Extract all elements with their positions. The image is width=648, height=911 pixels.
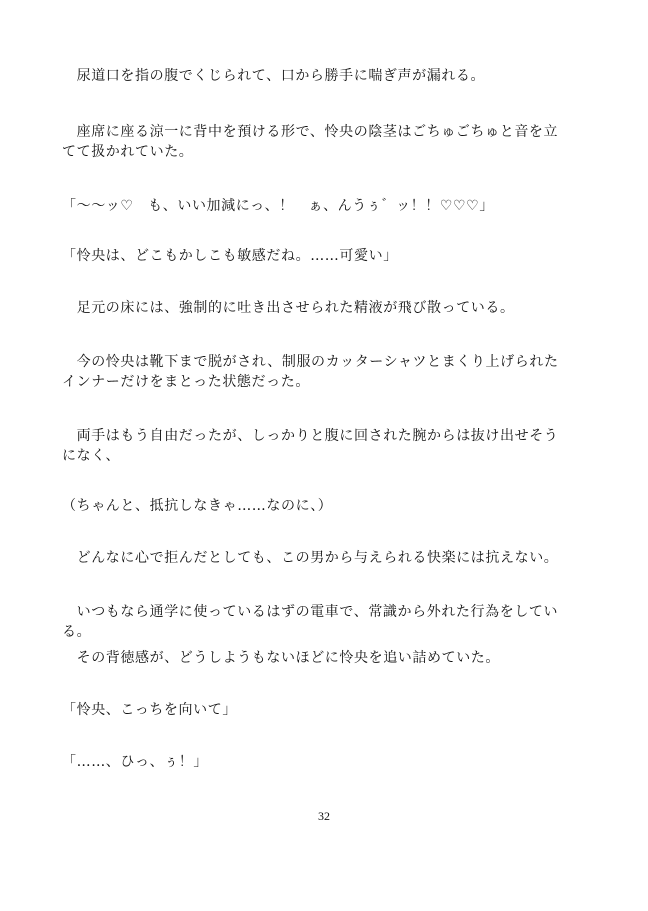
text-line: 「……、ひっ、ぅ！」 xyxy=(62,754,208,770)
text-line: 「怜央は、どこもかしこも敏感だね。……可愛い」 xyxy=(62,248,398,264)
text-line: 「怜央、こっちを向いて」 xyxy=(62,702,237,718)
text-line: 座席に座る涼一に背中を預ける形で、怜央の陰茎はごちゅごちゅと音を立 xyxy=(62,124,559,140)
text-line: どんなに心で拒んだとしても、この男から与えられる快楽には抗えない。 xyxy=(62,550,559,566)
text-line: てて扱かれていた。 xyxy=(62,144,194,160)
text-line: 両手はもう自由だったが、しっかりと腹に回された腕からは抜け出せそう xyxy=(62,428,559,444)
text-line: その背徳感が、どうしようもないほどに怜央を追い詰めていた。 xyxy=(62,650,500,666)
text-line: いつもなら通学に使っているはずの電車で、常識から外れた行為をしてい xyxy=(62,604,559,620)
text-line: る。 xyxy=(62,624,92,640)
page-number: 32 xyxy=(318,809,330,823)
text-line: （ちゃんと、抵抗しなきゃ……なのに、） xyxy=(62,498,333,514)
text-line: になく、 xyxy=(62,448,121,464)
text-line: インナーだけをまとった状態だった。 xyxy=(62,374,310,390)
text-line: 尿道口を指の腹でくじられて、口から勝手に喘ぎ声が漏れる。 xyxy=(62,68,486,84)
text-line: 今の怜央は靴下まで脱がされ、制服のカッターシャツとまくり上げられた xyxy=(62,354,559,370)
text-line: 「〜〜ッ♡ も、いい加減にっ、！ ぁ、んうぅ゛ッ！！♡♡♡」 xyxy=(62,198,494,214)
text-line: 足元の床には、強制的に吐き出させられた精液が飛び散っている。 xyxy=(62,300,515,316)
